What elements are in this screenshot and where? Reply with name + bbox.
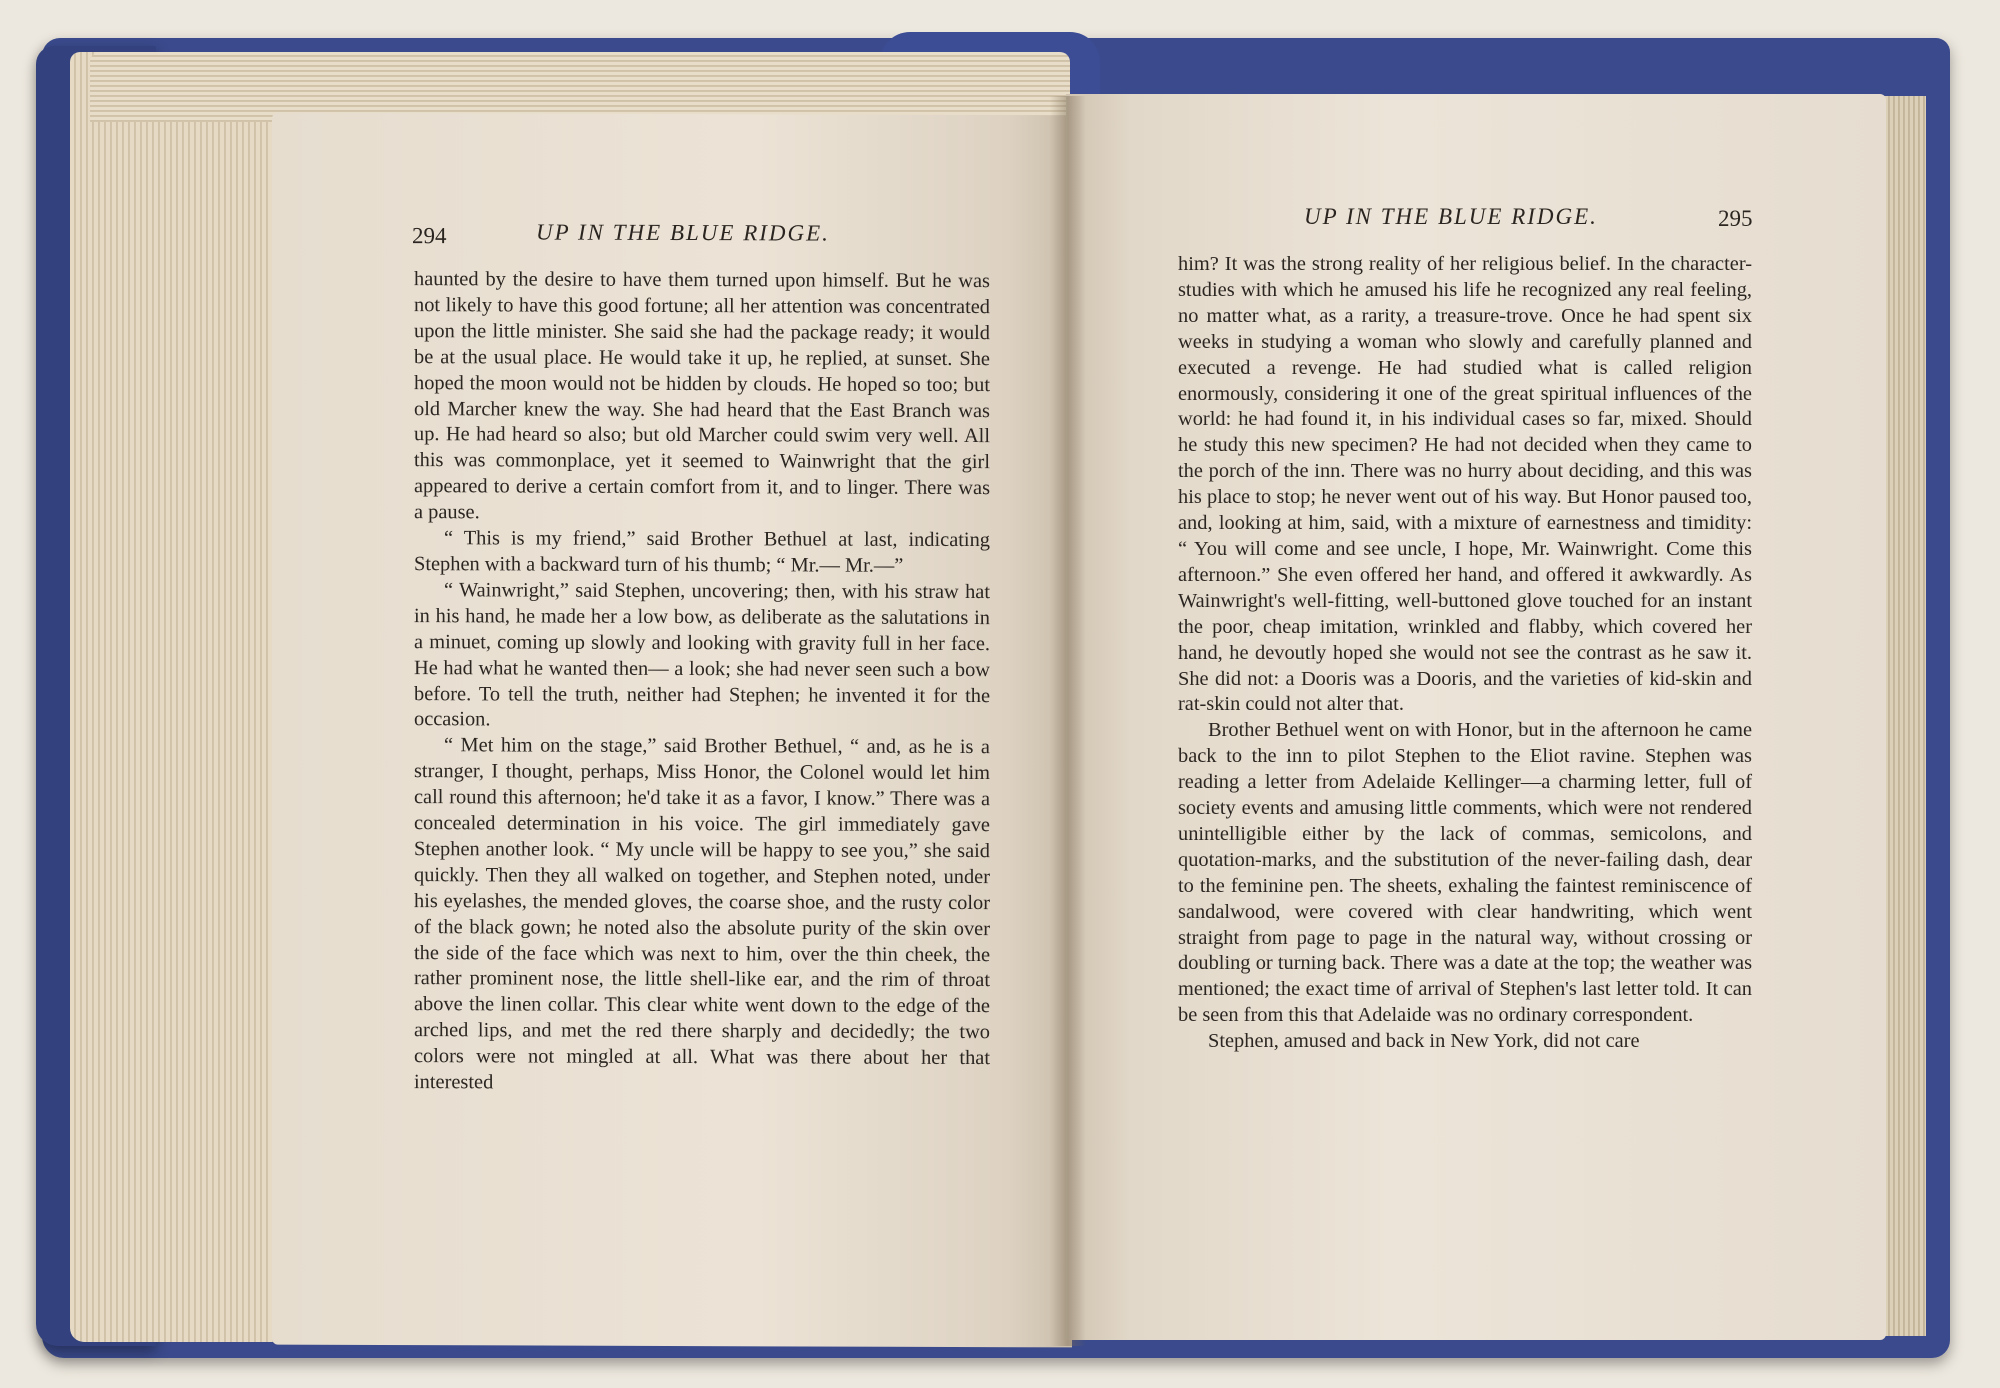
page-number: 294 — [412, 223, 447, 249]
page-number: 295 — [1718, 206, 1753, 231]
paragraph: Brother Bethuel went on with Honor, but in the afternoon he came back to the inn to pilot Stephen to the Eliot ravine. Stephen was reading a letter from Adelaide Kellinger—a charming letter, full of society events and amusing little comments, which were not rendered unintelligible either by the lack of commas, semicolons, and quotation-marks, and the substitution of the never-failing dash, dear to the feminine pen. The sheets, exhaling the faintest reminiscence of sandalwood, were covered with clear handwriting, which went straight from page to page in the natural way, without crossing or doubling or turning back. There was a date at the top; the weather was mentioned; the exact time of arrival of Stephen's last letter told. It can be seen from this that Adelaide was no ordinary correspondent. — [1178, 719, 1752, 1027]
page-edges-right — [1880, 96, 1926, 1336]
paragraph: Stephen, amused and back in New York, did not care — [1208, 1030, 1640, 1053]
right-page-body — [1178, 252, 1752, 1055]
page-edges-top — [90, 52, 1070, 122]
book-gutter — [1050, 96, 1086, 1346]
page-edges-left — [70, 52, 280, 1342]
right-page — [1066, 94, 1886, 1340]
paragraph: haunted by the desire to have them turned upon himself. But he was not likely to have this good fortune; all her attention was concentrated upon the little minister. She said she had the package ready; it would be at the usual place. He would take it up, he replied, at sunset. She hoped the moon would not be hidden by clouds. He hoped so too; but old Marcher knew the way. She had heard that the East Branch was up. He had heard so also; but old Marcher could swim very well. All this was commonplace, yet it seemed to Wainwright that the girl appeared to derive a certain comfort from it, and to linger. There was a pause. — [414, 268, 990, 524]
running-head: UP IN THE BLUE RIDGE. — [536, 219, 830, 246]
running-head: UP IN THE BLUE RIDGE. — [1304, 204, 1598, 229]
paragraph: “ Met him on the stage,” said Brother Bethuel, “ and, as he is a stranger, I thought, perhaps, Miss Honor, the Colonel would let him call round this afternoon; he'd take it as a favor, I know.” There was a concealed determination in his voice. The girl immediately gave Stephen another look. “ My uncle will be happy to see you,” she said quickly. Then they all walked on together, and Stephen noted, under his eyelashes, the mended gloves, the coarse shoe, and the rusty color of the black gown; he noted also the absolute purity of the skin over the side of the face which was next to him, over the thin cheek, the rather prominent nose, the little shell-like ear, and the rim of throat above the linen collar. This clear white went down to the edge of the arched lips, and met the red there sharply and decidedly; the two colors were not mingled at all. What was there about her that interested — [414, 734, 990, 1094]
left-page-body — [414, 267, 990, 1098]
paragraph: “ Wainwright,” said Stephen, uncovering; then, with his straw hat in his hand, he made her a low bow, as deliberate as the salutations in a minuet, coming up slowly and looking with gravity full in her face. He had what he wanted then— a look; she had never seen such a bow before. To tell the truth, neither had Stephen; he invented it for the occasion. — [414, 579, 990, 731]
left-page — [272, 113, 1072, 1348]
paragraph: him? It was the strong reality of her religious belief. In the character-studies with which he amused his life he recognized any real feeling, no matter what, as a rarity, a treasure-trove. Once he had spent six weeks in studying a woman who slowly and carefully planned and executed a revenge. He had studied what is called religion enormously, considering it one of the great spiritual influences of the world: he had found it, in his individual cases so far, mixed. Should he study this new specimen? He had not decided when they came to the porch of the inn. There was no hurry about deciding, and this was his place to stop; he never went out of his way. But Honor paused too, and, looking at him, said, with a mixture of earnestness and timidity: “ You will come and see uncle, I hope, Mr. Wainwright. Come this afternoon.” She even offered her hand, and offered it awkwardly. As Wainwright's well-fitting, well-buttoned glove touched for an instant the poor, cheap imitation, wrinkled and flabby, which covered her hand, he devoutly hoped she would not see the contrast as he saw it. She did not: a Dooris was a Dooris, and the varieties of kid-skin and rat-skin could not alter that. — [1178, 253, 1752, 716]
paragraph: “ This is my friend,” said Brother Bethuel at last, indicating Stephen with a backward turn of his thumb; “ Mr.— Mr.—” — [414, 527, 990, 577]
